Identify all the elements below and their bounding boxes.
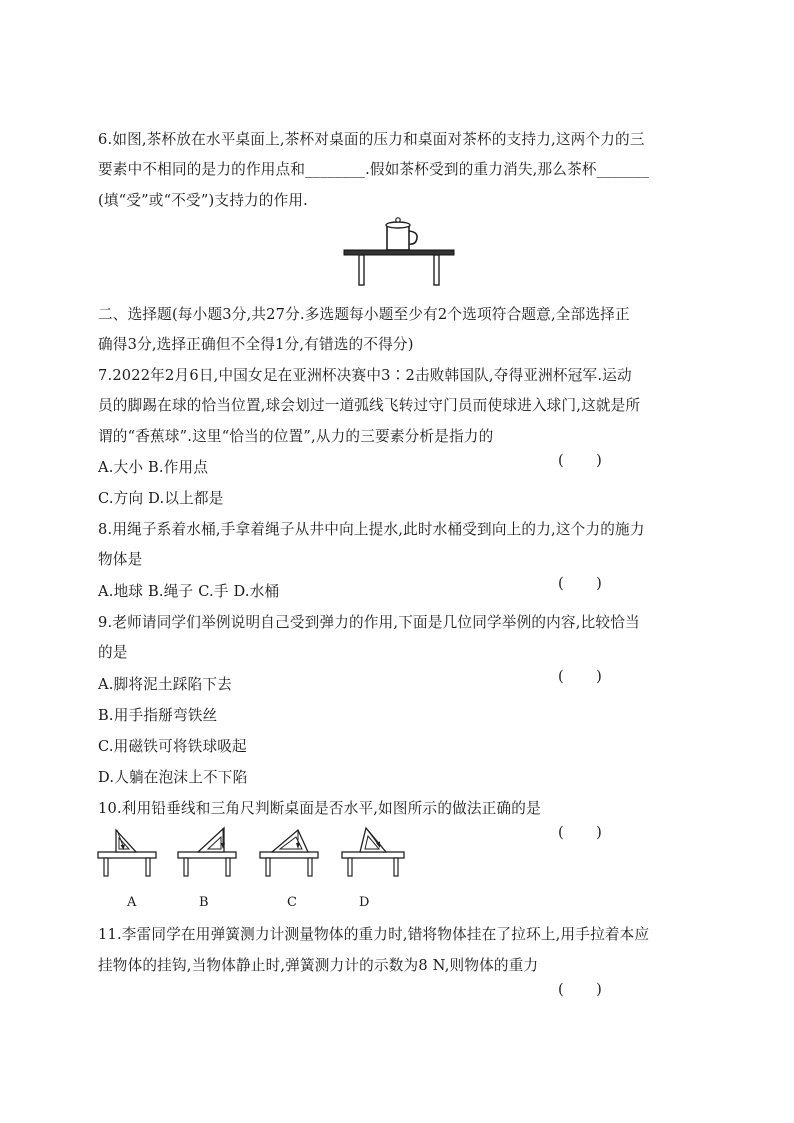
- q9-option-b: B.用手指掰弯铁丝: [98, 707, 218, 724]
- q8-line-2-text: 物体是: [98, 551, 143, 568]
- q10-option-b-figure: [176, 826, 238, 878]
- section2-heading-line-2: 确得3分,选择正确但不全得1分,有错选的不得分): [98, 336, 414, 353]
- paren-close: ): [596, 575, 602, 592]
- q8-line-1: 8.用绳子系着水桶,手拿着绳子从井中向上提水,此时水桶受到向上的力,这个力的施力: [98, 521, 645, 538]
- q11-line-2: [98, 954, 698, 998]
- paren-open: (: [558, 824, 564, 841]
- paren-close: ): [596, 452, 602, 469]
- q10-line-1: [98, 797, 698, 841]
- q10-option-a-figure: [96, 826, 158, 878]
- q9-line-1: 9.老师请同学们举例说明自己受到弹力的作用,下面是几位同学举例的内容,比较恰当: [98, 614, 640, 631]
- q8-options: A.地球 B.绳子 C.手 D.水桶: [98, 583, 280, 600]
- q11-line-2-text: 挂物体的挂钩,当物体静止时,弹簧测力计的示数为8 N,则物体的重力: [98, 957, 539, 974]
- paren-open: (: [558, 452, 564, 469]
- triangle-ruler-plumb-a: [96, 826, 158, 878]
- paren-open: (: [558, 575, 564, 592]
- q9-option-d: D.人躺在泡沫上不下陷: [98, 769, 248, 786]
- q9-line-2-text: 的是: [98, 644, 128, 661]
- q6-line-2: 要素中不相同的是力的作用点和________.假如茶杯受到的重力消失,那么茶杯_______: [98, 161, 650, 178]
- triangle-ruler-plumb-b: [176, 826, 238, 878]
- q7-options-line-1: A.大小 B.作用点: [98, 459, 209, 476]
- paren-close: ): [596, 981, 602, 998]
- q10-line-1-text: 10.利用铅垂线和三角尺判断桌面是否水平,如图所示的做法正确的是: [98, 800, 541, 817]
- triangle-ruler-plumb-d: [340, 826, 406, 878]
- q10-answer-bracket: [558, 821, 602, 845]
- q7-line-3-text: 谓的“香蕉球”.这里“恰当的位置”,从力的三要素分析是指力的: [98, 428, 494, 445]
- paren-open: (: [558, 981, 564, 998]
- section2-heading-line-1: 二、选择题(每小题3分,共27分.多选题每小题至少有2个选项符合题意,全部选择正: [98, 306, 630, 323]
- triangle-ruler-plumb-c: [258, 826, 320, 878]
- q10-option-d-figure: [340, 826, 406, 878]
- q10-label-c: C: [287, 895, 297, 910]
- q9-option-a: A.脚将泥土踩陷下去: [98, 676, 232, 693]
- q10-label-d: D: [359, 895, 370, 910]
- q11-answer-bracket: [558, 978, 602, 1002]
- teacup-table-illustration: [343, 215, 455, 287]
- q7-line-2: 员的脚踢在球的恰当位置,球会划过一道弧线飞转过守门员而使球进入球门,这就是所: [98, 397, 641, 414]
- q7-line-1: 7.2022年2月6日,中国女足在亚洲杯决赛中3∶2击败韩国队,夺得亚洲杯冠军.运动: [98, 367, 632, 384]
- teacup-on-table-figure: [343, 215, 455, 287]
- q10-label-a: A: [127, 895, 137, 910]
- q10-option-c-figure: [258, 826, 320, 878]
- q6-line-3: (填“受”或“不受”)支持力的作用.: [98, 192, 309, 209]
- q10-label-b: B: [199, 895, 209, 910]
- paren-open: (: [558, 668, 564, 685]
- q7-options-line-2: C.方向 D.以上都是: [98, 490, 224, 507]
- paren-close: ): [596, 668, 602, 685]
- paren-close: ): [596, 824, 602, 841]
- q6-line-1: 6.如图,茶杯放在水平桌面上,茶杯对桌面的压力和桌面对茶杯的支持力,这两个力的三: [98, 131, 645, 148]
- q9-option-c: C.用磁铁可将铁球吸起: [98, 738, 247, 755]
- q11-line-1: 11.李雷同学在用弹簧测力计测量物体的重力时,错将物体挂在了拉环上,用手拉着本应: [98, 926, 650, 943]
